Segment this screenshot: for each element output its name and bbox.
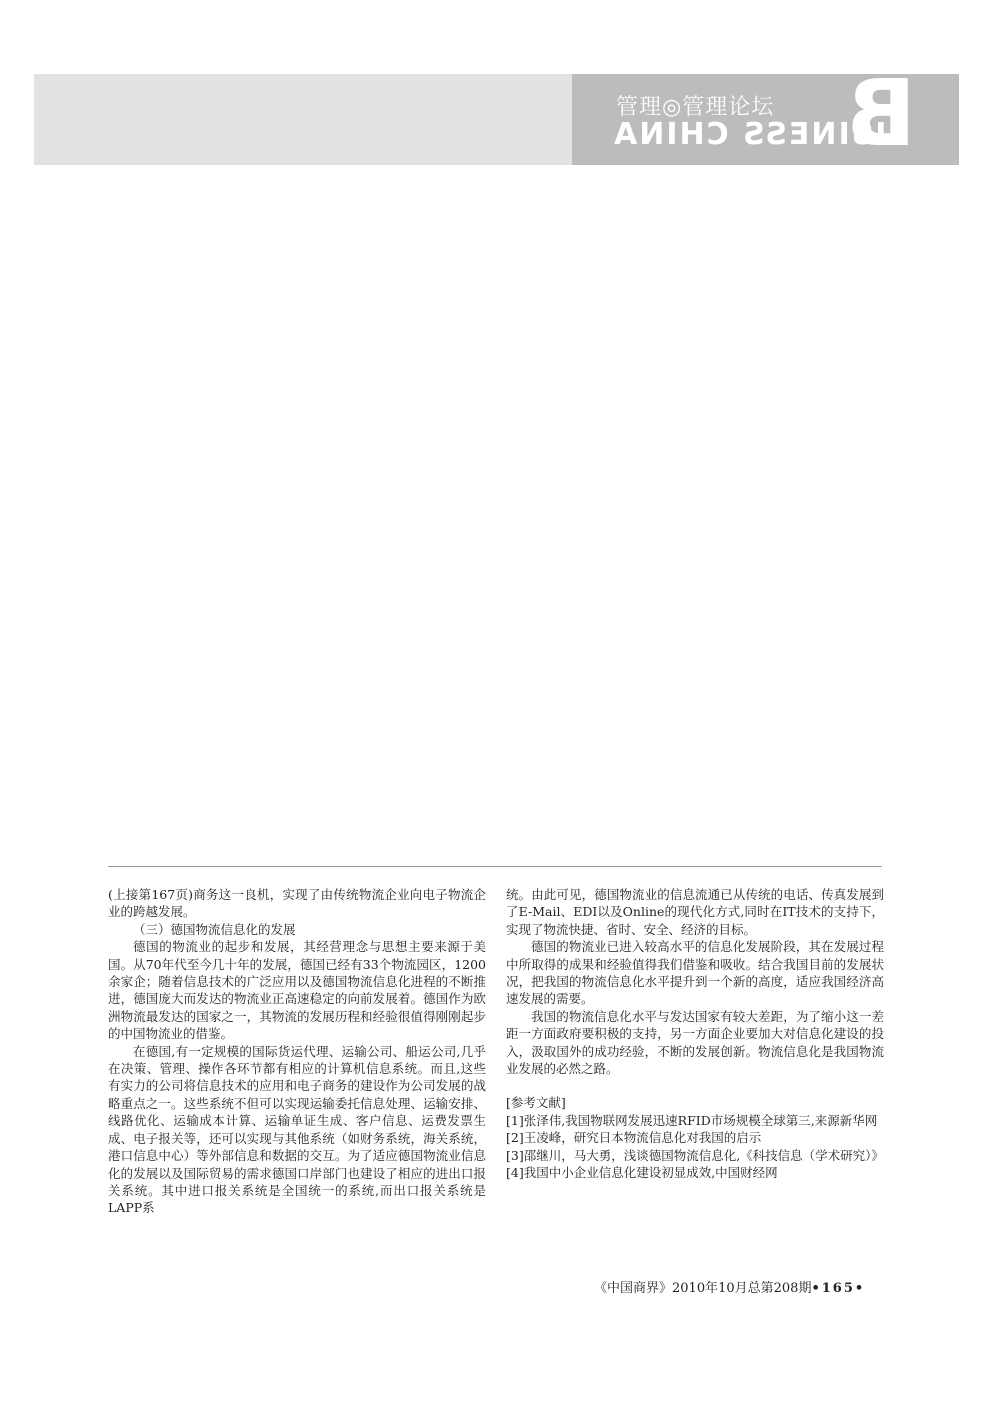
left-column [108,886,486,1217]
reference-item: [3]邵继川，马大勇，浅谈德国物流信息化,《科技信息（学术研究）》 [506,1147,884,1163]
section-title: 管理◎管理论坛 [616,95,775,120]
right-column [506,886,884,1182]
brand-wordmark: USINESS CHINA [612,117,900,152]
content-divider [108,866,882,867]
page-footer [594,1277,865,1296]
paragraph: 德国的物流业的起步和发展，其经营理念与思想主要来源于美国。从70年代至今几十年的发展，德国已经有33个物流园区，1200余家企；随着信息技术的广泛应用以及德国物流信息化进程的不断推进，德国庞大而发达的物流业正高速稳定的向前发展着。德国作为欧洲物流最发达的国家之一，其物流的发展历程和经验很值得刚刚起步的中国物流业的借鉴。 [108,939,486,1042]
references-heading: [参考文献] [506,1095,566,1111]
paragraph: 德国的物流业已进入较高水平的信息化发展阶段，其在发展过程中所取得的成果和经验值得我们借鉴和吸收。结合我国目前的发展状况，把我国的物流信息化水平提升到一个新的高度，适应我国经济高速发展的需要。 [506,939,884,1007]
reference-item: [4]我国中小企业信息化建设初显成效,中国财经网 [506,1165,778,1181]
page-number: •165• [811,1281,866,1296]
paragraph: 我国的物流信息化水平与发达国家有较大差距，为了缩小这一差距一方面政府要积极的支持，另一方面企业要加大对信息化建设的投入，汲取国外的成功经验，不断的发展创新。物流信息化是我国物流业发展的必然之路。 [506,1008,884,1077]
reference-item: [1]张泽伟,我国物联网发展迅速RFID市场规模全球第三,来源新华网 [506,1112,878,1128]
journal-info: 《中国商界》2010年10月总第208期 [594,1281,812,1296]
subsection-heading: （三）德国物流信息化的发展 [133,921,296,937]
paragraph: (上接第167页)商务这一良机，实现了由传统物流企业向电子物流企业的跨越发展。 [108,887,486,920]
brand-initial-logo: B [846,60,917,167]
reference-item: [2]王凌峰，研究日本物流信息化对我国的启示 [506,1130,762,1146]
paragraph: 在德国,有一定规模的国际货运代理、运输公司、船运公司,几乎在决策、管理、操作各环节都有相应的计算机信息系统。而且,这些有实力的公司将信息技术的应用和电子商务的建设作为公司发展的战略重点之一。这些系统不但可以实现运输委托信息处理、运输安排、线路优化、运输成本计算、运输单证生成、客户信息、运费发票生成、电子报关等，还可以实现与其他系统（如财务系统，海关系统，港口信息中心）等外部信息和数据的交互。为了适应德国物流业信息化的发展以及国际贸易的需求德国口岸部门也建设了相应的进出口报关系统。其中进口报关系统是全国统一的系统,而出口报关系统是LAPP系 [108,1043,486,1216]
paragraph: 统。由此可见，德国物流业的信息流通已从传统的电话、传真发展到了E-Mail、EDI以及Online的现代化方式,同时在IT技术的支持下，实现了物流快捷、省时、安全、经济的目标。 [506,887,884,937]
